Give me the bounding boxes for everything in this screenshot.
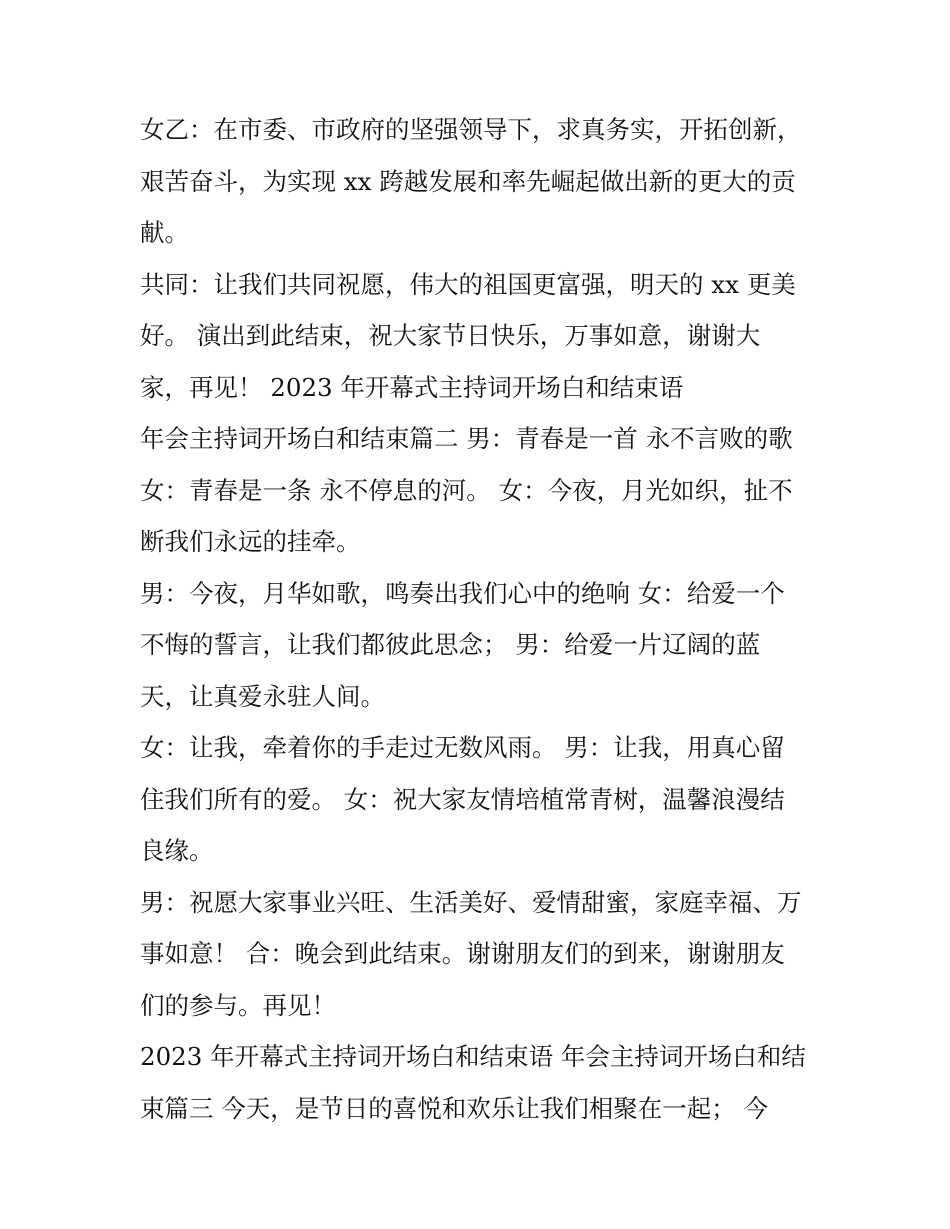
text-line: 女：青春是一条 永不停息的河。 女：今夜，月光如织，扯不	[140, 475, 793, 505]
text-line: 好。 演出到此结束，祝大家节日快乐，万事如意，谢谢大	[140, 321, 761, 350]
text-line: 男：今夜，月华如歌，鸣奏出我们心中的绝响 女：给爱一个	[140, 578, 785, 608]
text-line: 断我们永远的挂牵。	[140, 527, 361, 556]
text-line: 2023 年开幕式主持词开场白和结束语 年会主持词开场白和结	[140, 1042, 806, 1071]
text-line: 献。	[140, 218, 189, 247]
text-line: 共同：让我们共同祝愿，伟大的祖国更富强，明天的 xx 更美	[140, 269, 796, 299]
text-line: 年会主持词开场白和结束篇二 男：青春是一首 永不言败的歌	[140, 424, 793, 453]
text-line: 事如意！ 合：晚会到此结束。谢谢朋友们的到来，谢谢朋友	[140, 939, 785, 968]
text-line: 们的参与。再见！	[140, 990, 336, 1020]
document-body-text	[140, 104, 830, 1134]
text-line: 住我们所有的爱。 女：祝大家友情培植常青树，温馨浪漫结	[140, 784, 785, 814]
text-line: 男：祝愿大家事业兴旺、生活美好、爱情甜蜜，家庭幸福、万	[140, 887, 802, 917]
text-line: 束篇三 今天，是节日的喜悦和欢乐让我们相聚在一起； 今	[140, 1093, 769, 1123]
text-line: 艰苦奋斗，为实现 xx 跨越发展和率先崛起做出新的更大的贡	[140, 166, 796, 196]
text-line: 天，让真爱永驻人间。	[140, 681, 385, 711]
text-line: 女乙：在市委、市政府的坚强领导下，求真务实，开拓创新，	[140, 115, 802, 144]
text-line: 女：让我，牵着你的手走过无数风雨。 男：让我，用真心留	[140, 733, 785, 762]
text-line: 良缘。	[140, 836, 214, 865]
text-line: 不悔的誓言，让我们都彼此思念； 男：给爱一片辽阔的蓝	[140, 630, 761, 659]
text-line: 家，再见！ 2023 年开幕式主持词开场白和结束语	[140, 372, 684, 402]
